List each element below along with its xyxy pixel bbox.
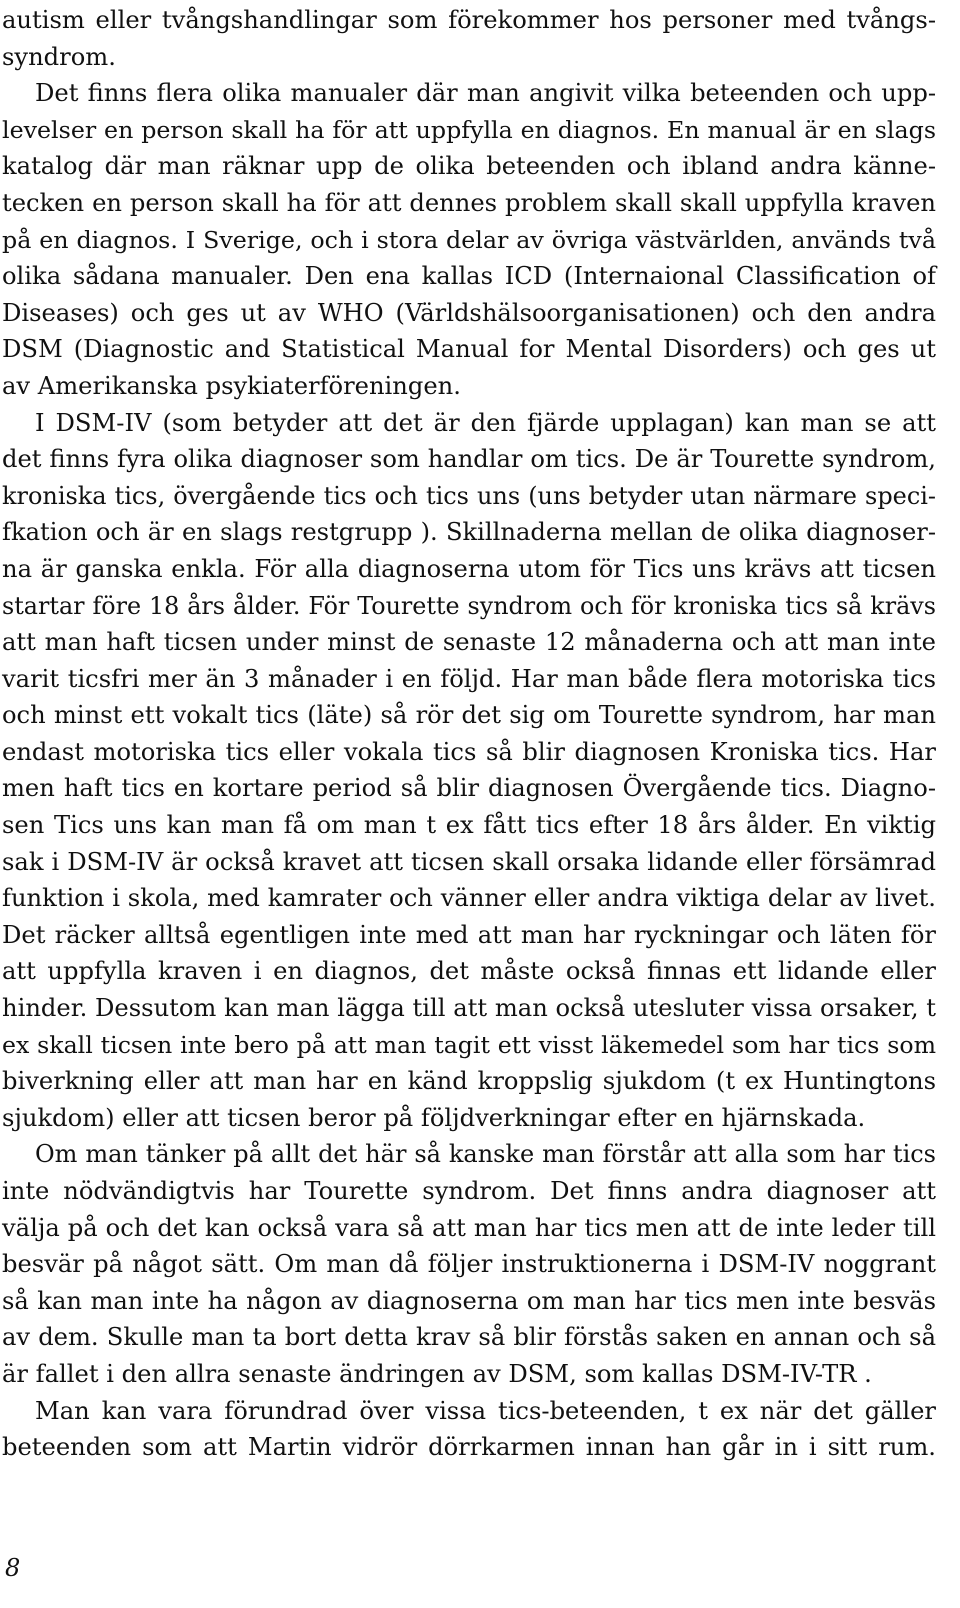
text-line: att man haft ticsen under minst de senaste 12 månaderna och att man inte — [2, 628, 936, 657]
body-text — [2, 2, 936, 1466]
text-line: beteenden som att Martin vidrör dörrkarmen innan han går in i sitt rum. — [2, 1433, 936, 1462]
text-line: fkation och är en slags restgrupp ). Skillnaderna mellan de olika diagnoser- — [2, 518, 936, 547]
text-line: välja på och det kan också vara så att man har tics men att de inte leder till — [2, 1213, 936, 1242]
text-line: inte nödvändigtvis har Tourette syndrom. Det finns andra diagnoser att — [2, 1177, 936, 1205]
text-line: DSM (Diagnostic and Statistical Manual for Mental Disorders) och ges ut — [2, 335, 936, 364]
text-line: Det räcker alltså egentligen inte med att man har ryckningar och läten för — [2, 920, 936, 949]
text-line: startar före 18 års ålder. För Tourette syndrom och för kroniska tics så krävs — [2, 591, 936, 620]
text-line: av Amerikanska psykiaterföreningen. — [2, 371, 461, 400]
text-line: av dem. Skulle man ta bort detta krav så blir förstås saken en annan och så — [2, 1323, 936, 1352]
text-line: Det finns flera olika manualer där man angivit vilka beteenden och upp- — [35, 79, 936, 108]
text-line: sak i DSM-IV är också kravet att ticsen skall orsaka lidande eller försämrad — [2, 847, 936, 876]
text-line: biverkning eller att man har en känd kroppslig sjukdom (t ex Huntingtons — [2, 1067, 936, 1096]
text-line: besvär på något sätt. Om man då följer instruktionerna i DSM-IV noggrant — [2, 1250, 936, 1279]
text-line: och minst ett vokalt tics (läte) så rör det sig om Tourette syndrom, har man — [2, 701, 936, 730]
text-line: Diseases) och ges ut av WHO (Världshälsoorganisationen) och den andra — [2, 298, 936, 327]
text-line: tecken en person skall ha för att dennes problem skall skall uppfylla kraven — [2, 188, 936, 217]
text-line: na är ganska enkla. För alla diagnoserna utom för Tics uns krävs att ticsen — [2, 554, 936, 583]
page-number: 8 — [5, 1554, 21, 1582]
text-line: så kan man inte ha någon av diagnoserna om man har tics men inte besväs — [2, 1286, 936, 1315]
text-line: endast motoriska tics eller vokala tics så blir diagnosen Kroniska tics. Har — [2, 737, 936, 766]
text-line: funktion i skola, med kamrater och vänner eller andra viktiga delar av livet. — [2, 884, 936, 913]
text-line: är fallet i den allra senaste ändringen av DSM, som kallas DSM-IV-TR . — [2, 1359, 872, 1388]
text-line: syndrom. — [2, 42, 116, 71]
text-line: levelser en person skall ha för att uppfylla en diagnos. En manual är en slags — [2, 115, 936, 144]
text-line: autism eller tvångshandlingar som förekommer hos personer med tvångs- — [2, 6, 936, 34]
text-line: olika sådana manualer. Den ena kallas ICD (Internaional Classification of — [2, 262, 936, 291]
text-line: sen Tics uns kan man få om man t ex fått tics efter 18 års ålder. En viktig — [2, 811, 936, 840]
text-line: kroniska tics, övergående tics och tics uns (uns betyder utan närmare speci- — [2, 481, 936, 510]
text-line: hinder. Dessutom kan man lägga till att man också utesluter vissa orsaker, t — [2, 994, 936, 1023]
text-line: I DSM-IV (som betyder att det är den fjärde upplagan) kan man se att — [35, 408, 936, 437]
text-line: katalog där man räknar upp de olika beteenden och ibland andra känne- — [2, 152, 936, 181]
text-line: Om man tänker på allt det här så kanske man förstår att alla som har tics — [35, 1140, 936, 1169]
text-line: men haft tics en kortare period så blir diagnosen Övergående tics. Diagno- — [2, 774, 936, 803]
text-line: varit ticsfri mer än 3 månader i en följd. Har man både flera motoriska tics — [2, 664, 936, 693]
text-line: på en diagnos. I Sverige, och i stora delar av övriga västvärlden, används två — [2, 225, 936, 254]
text-line: det finns fyra olika diagnoser som handlar om tics. De är Tourette syndrom, — [2, 445, 936, 474]
text-line: Man kan vara förundrad över vissa tics-beteenden, t ex när det gäller — [35, 1396, 936, 1425]
text-line: ex skall ticsen inte bero på att man tagit ett visst läkemedel som har tics som — [2, 1030, 936, 1059]
text-line: sjukdom) eller att ticsen beror på följdverkningar efter en hjärnskada. — [2, 1103, 866, 1132]
text-line: att uppfylla kraven i en diagnos, det måste också finnas ett lidande eller — [2, 957, 936, 986]
